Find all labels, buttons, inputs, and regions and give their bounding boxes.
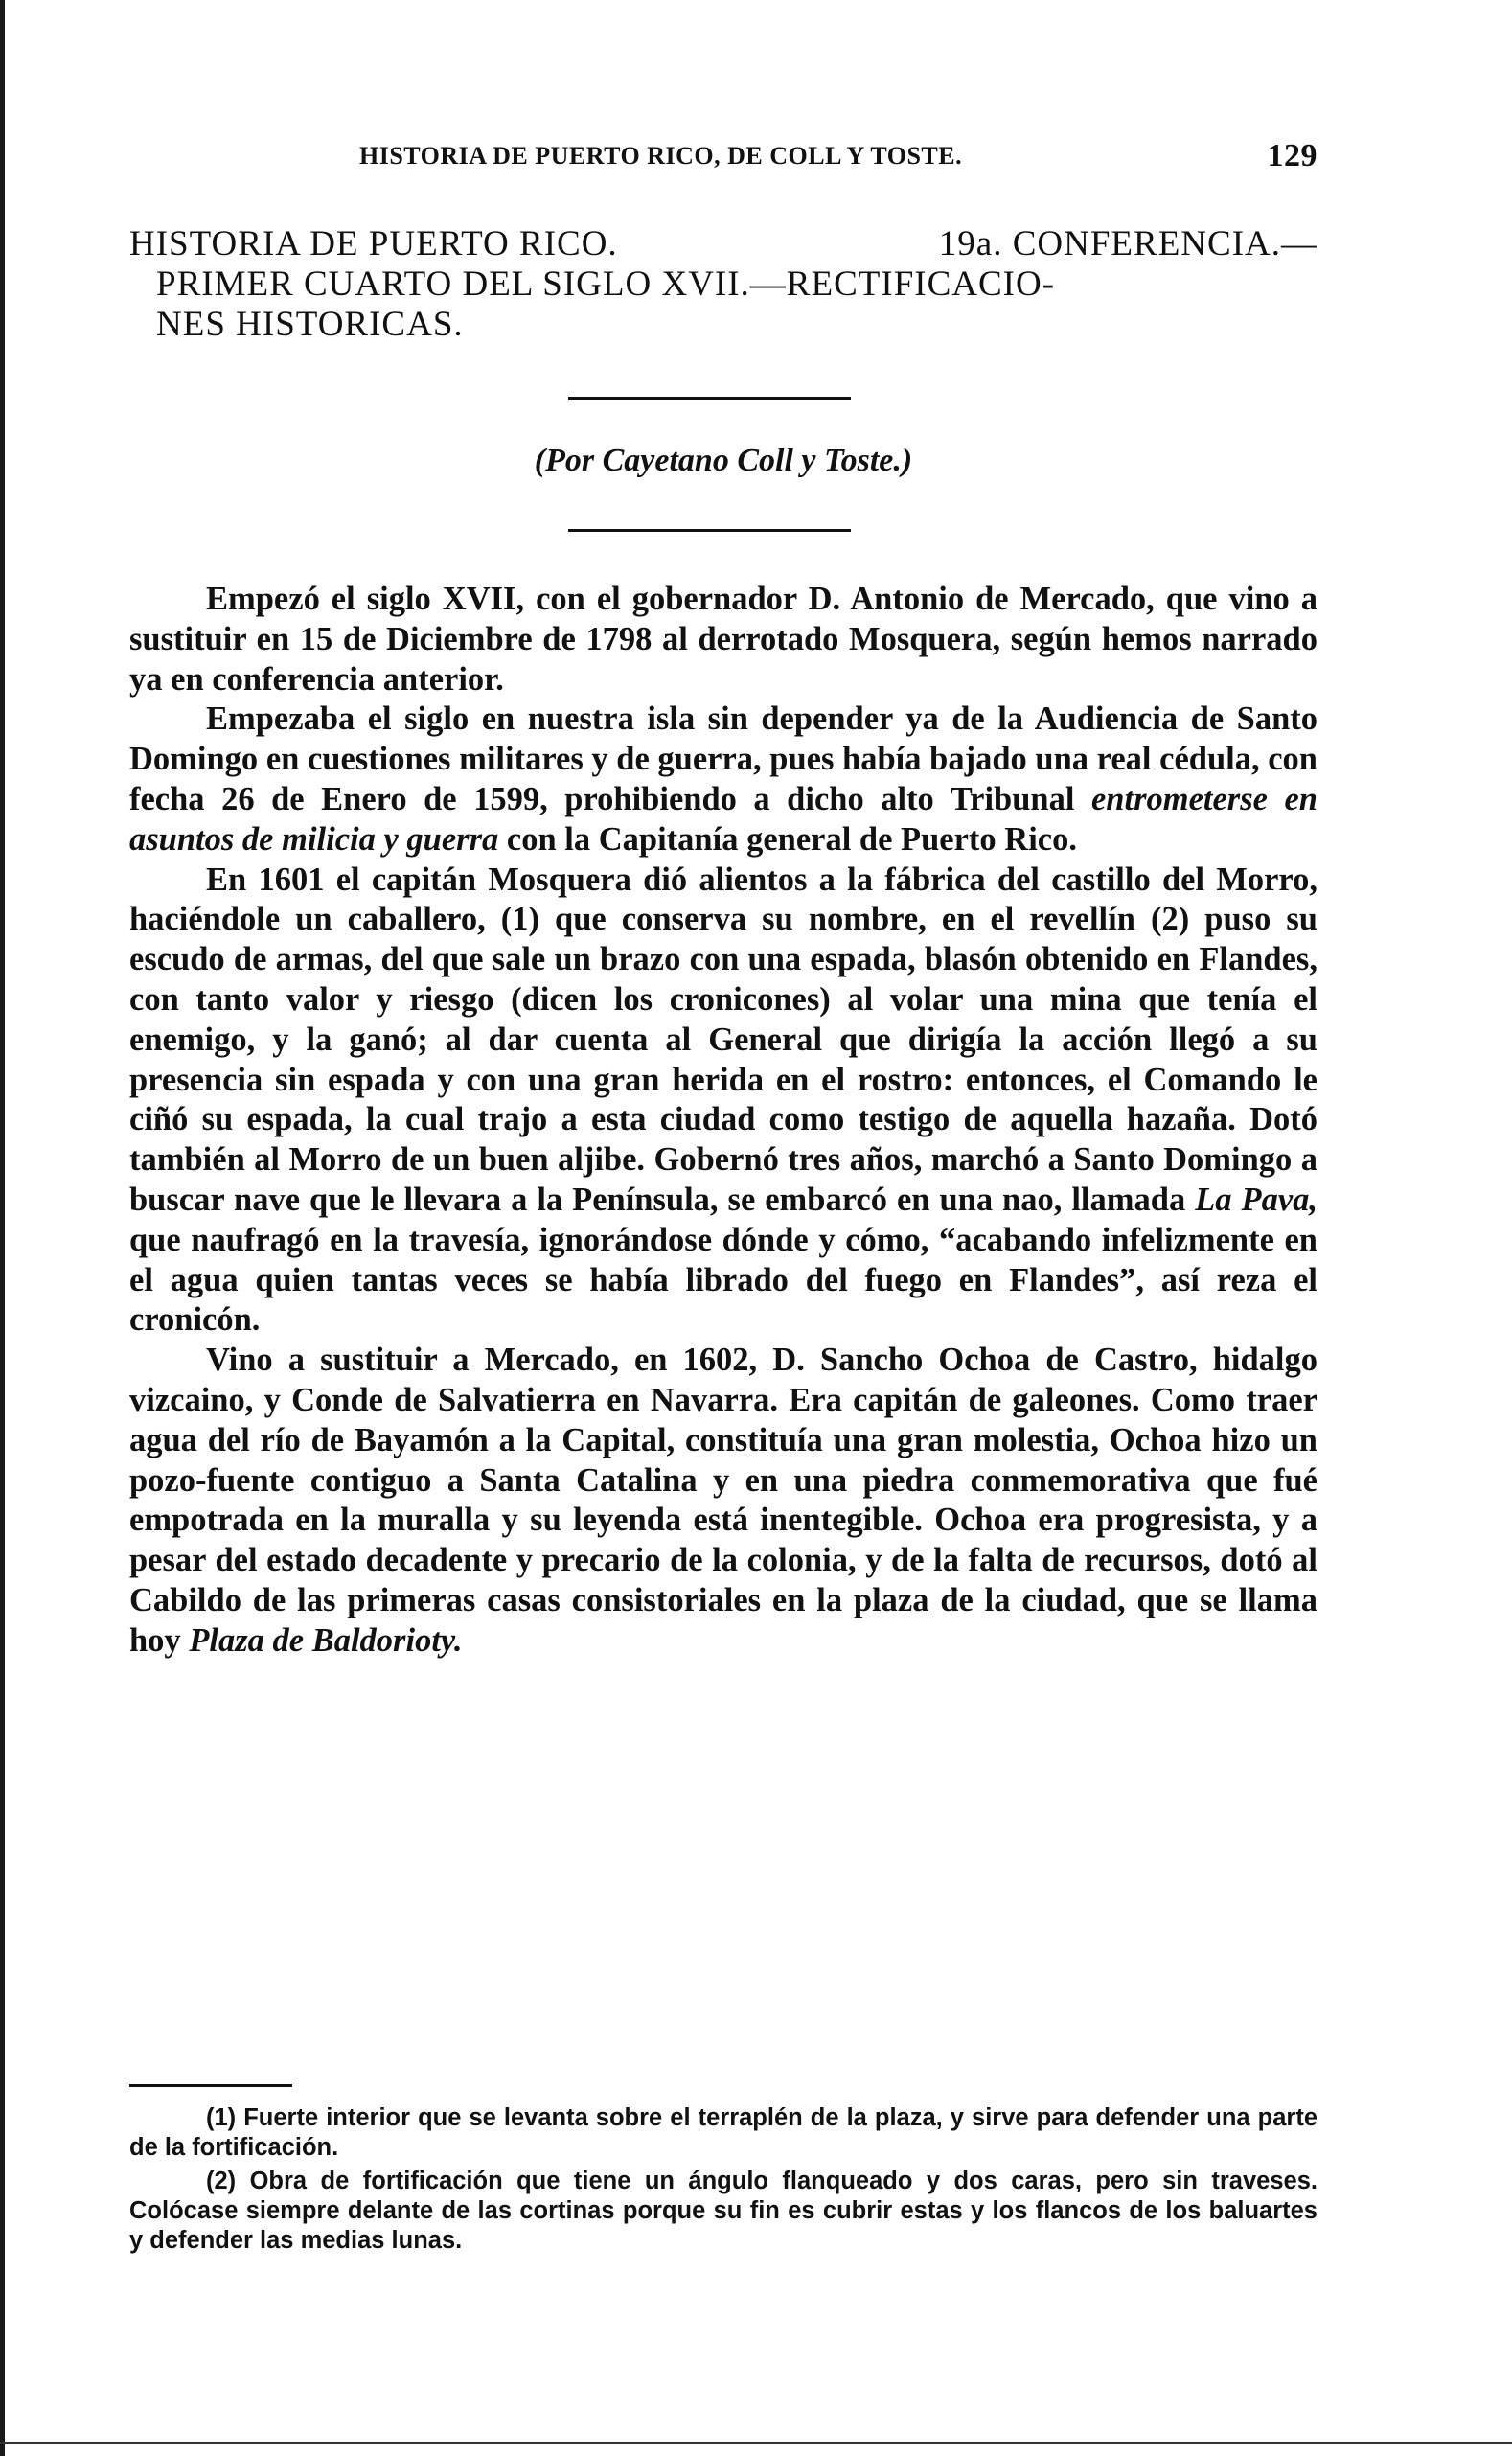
heading-divider-top [568, 397, 851, 400]
paragraph-3 [129, 861, 1317, 1342]
chapter-heading [129, 224, 1317, 345]
footnote-divider [129, 2084, 292, 2087]
paragraph-3-text-b: que naufragó en la travesía, ignorándose dónde y cómo, “acabando infelizmente en el agua quien tantas veces se había librado del fuego en Flandes”, así reza el cronicón. [129, 1221, 1317, 1339]
heading-part-2: 19a. CONFERENCIA.— [938, 224, 1317, 264]
paragraph-4 [129, 1341, 1317, 1661]
running-head [129, 138, 1317, 180]
heading-line-2: PRIMER CUARTO DEL SIGLO XVII.—RECTIFICACIO- [156, 264, 1056, 304]
footnotes [129, 2103, 1317, 2260]
paragraph-2-text-a: Empezaba el siglo en nuestra isla sin depender ya de la Audiencia de Santo Domingo en cuestiones militares y de guerra, pues había bajado una real cédula, con fecha 26 de Enero de 1599, prohibiendo a dicho alto Tribunal [129, 700, 1317, 817]
body-text [129, 580, 1317, 1662]
page-number: 129 [1267, 138, 1317, 173]
byline: (Por Cayetano Coll y Toste.) [534, 443, 913, 478]
paragraph-3-emphasis: La Pava, [1195, 1181, 1318, 1218]
paragraph-4-emphasis: Plaza de Baldorioty. [189, 1621, 463, 1659]
running-head-title: HISTORIA DE PUERTO RICO, DE COLL Y TOSTE. [359, 142, 963, 170]
footnote-2: (2) Obra de fortificación que tiene un ángulo flanqueado y dos caras, pero sin traveses. Colócase siempre delante de las cortinas porque su fin es cubrir estas y los flancos de los baluartes y defender las medias lunas. [129, 2168, 1317, 2254]
page-binding-edge [0, 0, 5, 2456]
heading-line-1 [129, 224, 1317, 264]
paragraph-1: Empezó el siglo XVII, con el gobernador D. Antonio de Mercado, que vino a sustituir en 15 de Diciembre de 1798 al derrotado Mosquera, según hemos narrado ya en conferencia anterior. [129, 581, 1317, 698]
paragraph-3-text-a: En 1601 el capitán Mosquera dió alientos a la fábrica del castillo del Morro, haciéndole un caballero, (1) que conserva su nombre, en el revellín (2) puso su escudo de armas, del que sale un brazo con una espada, blasón obtenido en Flandes, con tanto valor y riesgo (dicen los cronicones) al volar una mina que tenía el enemigo, y la ganó; al dar cuenta al General que dirigía la acción llegó a su presencia sin espada y con una gran herida en el rostro: entonces, el Comando le ciñó su espada, la cual trajo a esta ciudad como testigo de aquella hazaña. Dotó también al Morro de un buen aljibe. Gobernó tres años, marchó a Santo Domingo a buscar nave que le llevara a la Península, se embarcó en una nao, llamada [129, 861, 1317, 1218]
paragraph-4-text-a: Vino a sustituir a Mercado, en 1602, D. Sancho Ochoa de Castro, hidalgo vizcaino, y Conde de Salvatierra en Navarra. Era capitán de galeones. Como traer agua del río de Bayamón a la Capital, constituía una gran molestia, Ochoa hizo un pozo-fuente contiguo a Santa Catalina y en una piedra conmemorativa que fué empotrada en la muralla y su leyenda está inentegible. Ochoa era progresista, y a pesar del estado decadente y precario de la colonia, y de la falta de recursos, dotó al Cabildo de las primeras casas consistoriales en la plaza de la ciudad, que se llama hoy [129, 1342, 1317, 1659]
footnote-1: (1) Fuerte interior que se levanta sobre el terraplén de la plaza, y sirve para defender una parte de la fortificación. [129, 2104, 1317, 2161]
heading-line-3: NES HISTORICAS. [156, 305, 464, 344]
paragraph-2-text-b: con la Capitanía general de Puerto Rico. [498, 820, 1077, 858]
heading-divider-bottom [568, 529, 851, 532]
heading-part-1: HISTORIA DE PUERTO RICO. [129, 224, 618, 264]
paragraph-2-emphasis: entrometerse en asuntos de milicia y guerra [129, 780, 1317, 858]
page-bottom-edge [0, 2442, 1512, 2444]
paragraph-2 [129, 700, 1317, 860]
